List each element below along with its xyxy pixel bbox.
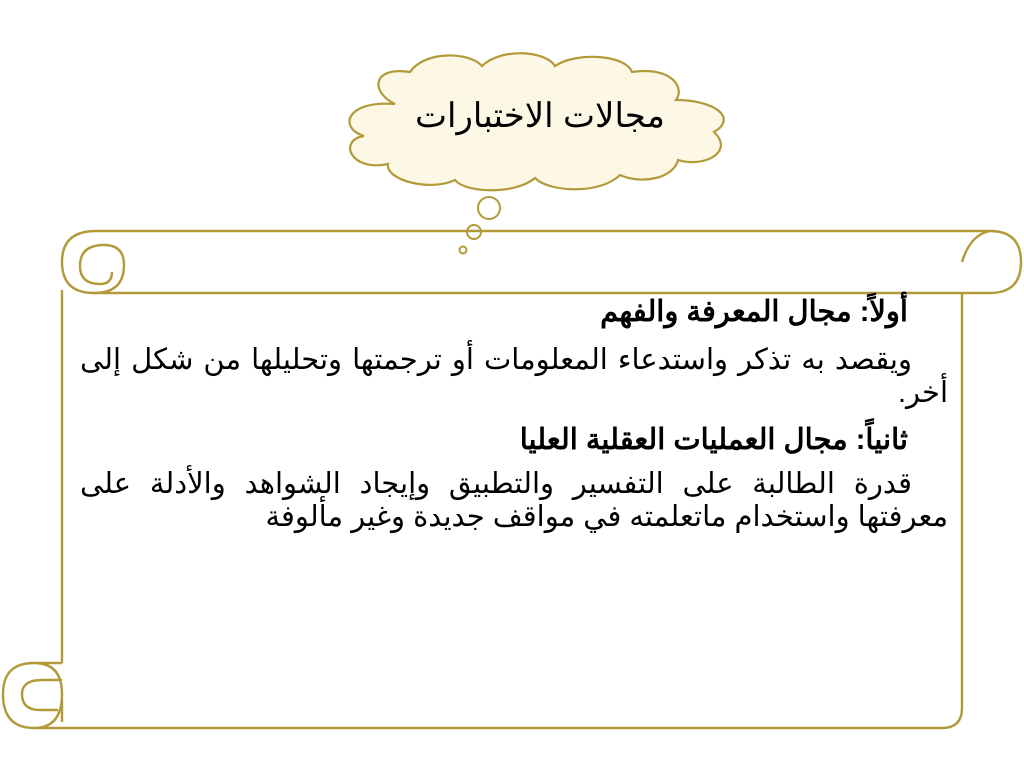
thought-bubble-large	[478, 197, 500, 219]
thought-bubble-small	[460, 247, 467, 254]
section-1-body: ويقصد به تذكر واستدعاء المعلومات أو ترجمتها وتحليلها من شكل إلى أخر.	[80, 344, 948, 409]
scroll-top-roll	[94, 231, 1021, 293]
section-2-body: قدرة الطالبة على التفسير والتطبيق وإيجاد الشواهد والأدلة على معرفتها واستخدام ماتعلمته في مواقف جديدة وغير مألوفة	[80, 468, 948, 533]
section-1-heading: أولاً: مجال المعرفة والفهم	[600, 296, 908, 328]
scroll-top-left-curl	[62, 231, 124, 293]
scroll-top-right-edge	[962, 231, 990, 262]
scroll-content	[80, 290, 948, 542]
cloud-title: مجالات الاختبارات	[415, 97, 665, 135]
thought-cloud	[349, 53, 723, 253]
section-2-heading: ثانياً: مجال العمليات العقلية العليا	[519, 424, 908, 456]
